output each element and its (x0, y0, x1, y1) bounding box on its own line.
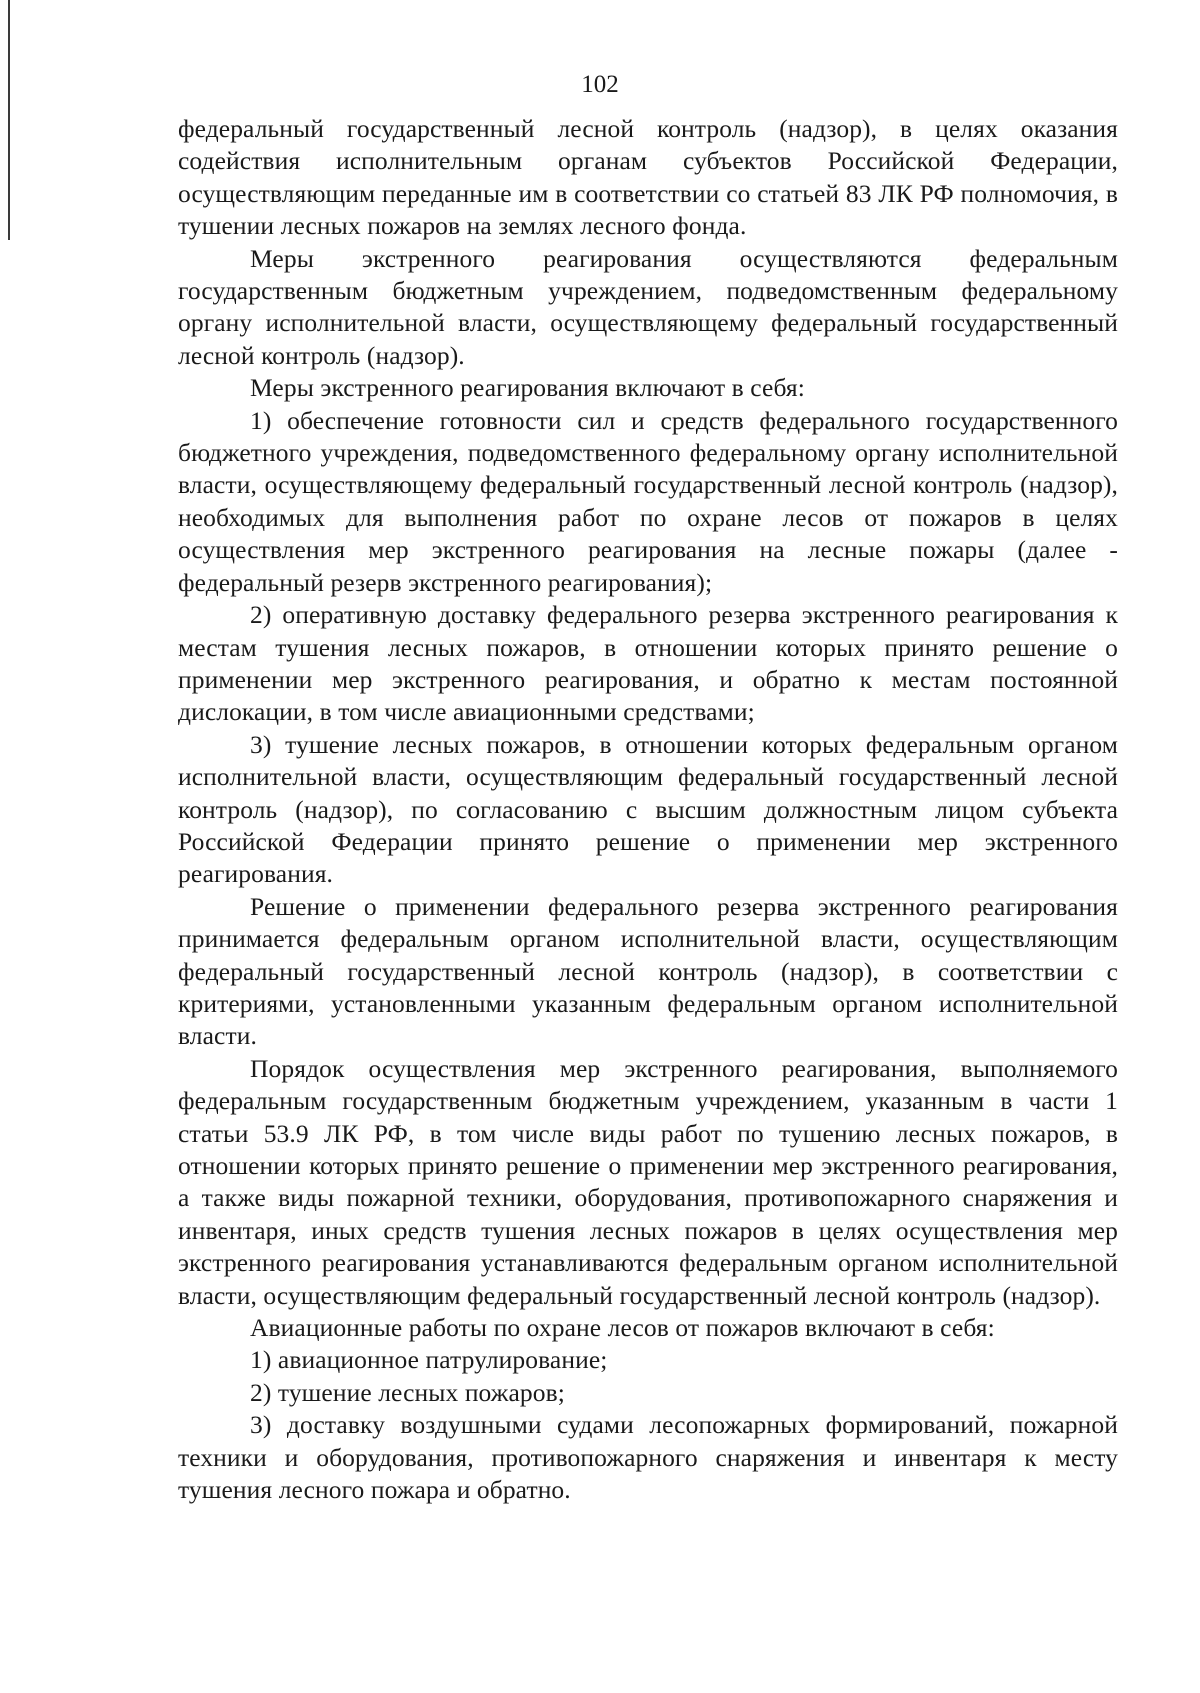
scan-edge-line (8, 0, 10, 240)
page-number: 102 (581, 71, 619, 98)
list-item: 1) обеспечение готовности сил и средств федерального государственного бюджетного учреждения, подведомственного федеральному органу исполнительной власти, осуществляющему федеральный государственный лесной контроль (надзор), необходимых для выполнения работ по охране лесов от пожаров в целях осуществления мер экстренного реагирования на лесные пожары (далее - федеральный резерв экстренного реагирования); (178, 405, 1118, 597)
paragraph: Меры экстренного реагирования осуществляются федеральным государственным бюджетным учреждением, подведомственным федеральному органу исполнительной власти, осуществляющему федеральный государственный лесной контроль (надзор). (178, 243, 1118, 370)
list-item: 1) авиационное патрулирование; (250, 1345, 608, 1375)
paragraph: Решение о применении федерального резерва экстренного реагирования принимается федеральным органом исполнительной власти, осуществляющим федеральный государственный лесной контроль (надзор), в соответствии с критериями, установленными указанным федеральным органом исполнительной власти. (178, 891, 1118, 1051)
paragraph: Порядок осуществления мер экстренного реагирования, выполняемого федеральным государственным бюджетным учреждением, указанным в части 1 статьи 53.9 ЛК РФ, в том числе виды работ по тушению лесных пожаров, в отношении которых принято решение о применении мер экстренного реагирования, а также виды пожарной техники, оборудования, противопожарного снаряжения и инвентаря, иных средств тушения лесных пожаров в целях осуществления мер экстренного реагирования устанавливаются федеральным органом исполнительной власти, осуществляющим федеральный государственный лесной контроль (надзор). (178, 1053, 1118, 1310)
paragraph: Авиационные работы по охране лесов от пожаров включают в себя: (250, 1313, 995, 1343)
paragraph: Меры экстренного реагирования включают в себя: (250, 373, 805, 403)
paragraph: федеральный государственный лесной контроль (надзор), в целях оказания содействия исполнительным органам субъектов Российской Федерации, осуществляющим переданные им в соответствии со статьей 83 ЛК РФ полномочия, в тушении лесных пожаров на землях лесного фонда. (178, 114, 1118, 241)
list-item: 3) тушение лесных пожаров, в отношении которых федеральным органом исполнительной власти, осуществляющим федеральный государственный лесной контроль (надзор), по согласованию с высшим должностным лицом субъекта Российской Федерации принято решение о применении мер экстренного реагирования. (178, 729, 1118, 889)
list-item: 3) доставку воздушными судами лесопожарных формирований, пожарной техники и оборудования, противопожарного снаряжения и инвентаря к месту тушения лесного пожара и обратно. (178, 1410, 1118, 1505)
list-item: 2) оперативную доставку федерального резерва экстренного реагирования к местам тушения лесных пожаров, в отношении которых принято решение о применении мер экстренного реагирования, и обратно к местам постоянной дислокации, в том числе авиационными средствами; (178, 600, 1118, 727)
list-item: 2) тушение лесных пожаров; (250, 1377, 565, 1407)
document-body (178, 113, 1118, 1506)
